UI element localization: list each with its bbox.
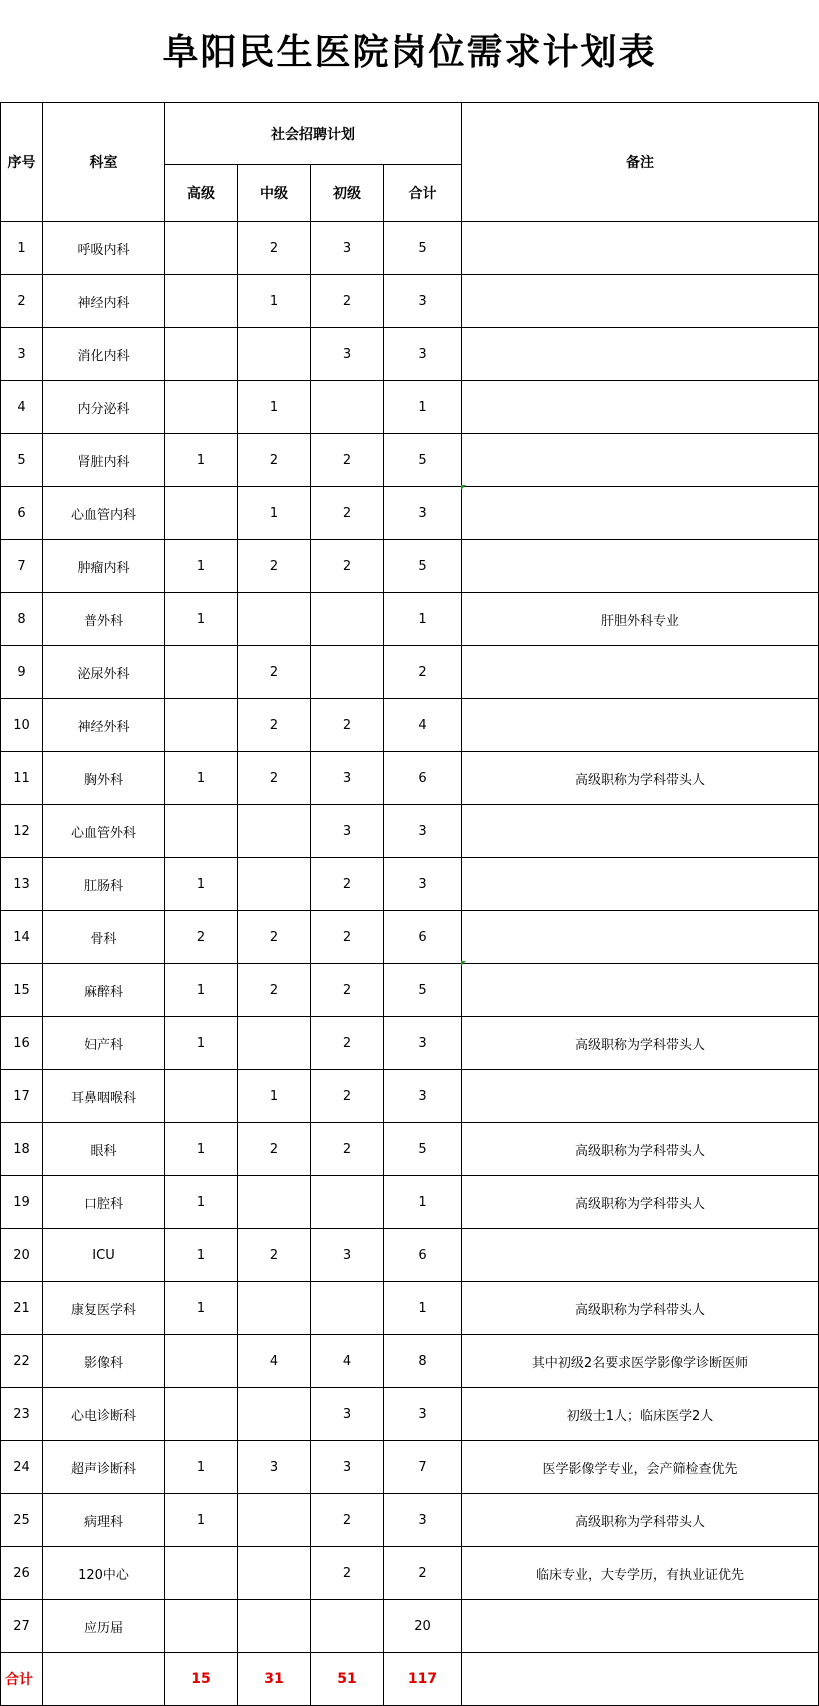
- header-recruit-plan: 社会招聘计划: [165, 103, 462, 165]
- cell-seq: 15: [1, 964, 43, 1017]
- cell-sum: 3: [384, 328, 462, 381]
- cell-seq: 17: [1, 1070, 43, 1123]
- cell-senior: 1: [165, 434, 238, 487]
- cell-middle: 2: [238, 1123, 311, 1176]
- cell-remark: [462, 275, 819, 328]
- cell-dept: 康复医学科: [43, 1282, 165, 1335]
- cell-dept: 肛肠科: [43, 858, 165, 911]
- cell-dept: 骨科: [43, 911, 165, 964]
- cell-dept: 麻醉科: [43, 964, 165, 1017]
- cell-remark: 医学影像学专业，会产筛检查优先: [462, 1441, 819, 1494]
- table-row: [1, 487, 819, 540]
- total-sum: 117: [384, 1653, 462, 1706]
- cell-dept: 眼科: [43, 1123, 165, 1176]
- table-row: [1, 911, 819, 964]
- cell-seq: 9: [1, 646, 43, 699]
- cell-seq: 10: [1, 699, 43, 752]
- cell-dept: 肿瘤内科: [43, 540, 165, 593]
- page-title: 阜阳民生医院岗位需求计划表: [162, 31, 657, 73]
- cell-senior: [165, 805, 238, 858]
- comment-indicator: [461, 961, 466, 966]
- cell-senior: 1: [165, 858, 238, 911]
- cell-middle: [238, 1388, 311, 1441]
- cell-sum: 7: [384, 1441, 462, 1494]
- cell-middle: 2: [238, 646, 311, 699]
- cell-remark: [462, 1229, 819, 1282]
- cell-seq: 5: [1, 434, 43, 487]
- table-row: [1, 1547, 819, 1600]
- cell-sum: 6: [384, 752, 462, 805]
- cell-middle: 1: [238, 1070, 311, 1123]
- cell-junior: 3: [311, 805, 384, 858]
- cell-senior: [165, 699, 238, 752]
- cell-remark: [462, 699, 819, 752]
- cell-senior: 2: [165, 911, 238, 964]
- table-row: [1, 858, 819, 911]
- cell-remark: 临床专业，大专学历，有执业证优先: [462, 1547, 819, 1600]
- table-row: [1, 1388, 819, 1441]
- cell-junior: [311, 1282, 384, 1335]
- table-row: [1, 1017, 819, 1070]
- cell-middle: [238, 1600, 311, 1653]
- cell-middle: 2: [238, 434, 311, 487]
- cell-seq: 1: [1, 222, 43, 275]
- cell-senior: [165, 222, 238, 275]
- cell-middle: 2: [238, 699, 311, 752]
- cell-senior: [165, 1070, 238, 1123]
- total-label: 合计: [1, 1653, 43, 1706]
- cell-junior: 2: [311, 1017, 384, 1070]
- cell-sum: 3: [384, 1017, 462, 1070]
- cell-senior: [165, 275, 238, 328]
- cell-junior: 2: [311, 434, 384, 487]
- cell-remark: [462, 964, 819, 1017]
- cell-remark: 高级职称为学科带头人: [462, 1017, 819, 1070]
- cell-dept: 病理科: [43, 1494, 165, 1547]
- cell-dept: 普外科: [43, 593, 165, 646]
- cell-junior: 2: [311, 858, 384, 911]
- cell-junior: 4: [311, 1335, 384, 1388]
- cell-dept: 心电诊断科: [43, 1388, 165, 1441]
- table-row: [1, 1494, 819, 1547]
- cell-junior: [311, 646, 384, 699]
- cell-dept: 妇产科: [43, 1017, 165, 1070]
- cell-dept: ICU: [43, 1229, 165, 1282]
- cell-sum: 5: [384, 222, 462, 275]
- cell-seq: 12: [1, 805, 43, 858]
- cell-middle: 2: [238, 964, 311, 1017]
- cell-remark: [462, 434, 819, 487]
- cell-seq: 22: [1, 1335, 43, 1388]
- cell-dept: 神经内科: [43, 275, 165, 328]
- cell-remark: 其中初级2名要求医学影像学诊断医师: [462, 1335, 819, 1388]
- cell-remark: [462, 328, 819, 381]
- cell-remark: [462, 222, 819, 275]
- cell-sum: 20: [384, 1600, 462, 1653]
- header-sum: 合计: [384, 165, 462, 222]
- table-row: [1, 1229, 819, 1282]
- cell-junior: 2: [311, 275, 384, 328]
- total-junior: 51: [311, 1653, 384, 1706]
- table-row: [1, 1600, 819, 1653]
- cell-sum: 3: [384, 1494, 462, 1547]
- cell-middle: [238, 1017, 311, 1070]
- cell-sum: 3: [384, 805, 462, 858]
- table-row: [1, 752, 819, 805]
- cell-middle: [238, 858, 311, 911]
- table-row: [1, 1070, 819, 1123]
- total-senior: 15: [165, 1653, 238, 1706]
- cell-seq: 6: [1, 487, 43, 540]
- cell-senior: [165, 487, 238, 540]
- total-remark-cell: [462, 1653, 819, 1706]
- cell-remark: [462, 646, 819, 699]
- cell-senior: [165, 1600, 238, 1653]
- table-row: [1, 699, 819, 752]
- cell-senior: [165, 1388, 238, 1441]
- cell-middle: [238, 805, 311, 858]
- cell-sum: 3: [384, 275, 462, 328]
- table-row: [1, 1123, 819, 1176]
- cell-sum: 5: [384, 540, 462, 593]
- cell-junior: 2: [311, 699, 384, 752]
- cell-seq: 21: [1, 1282, 43, 1335]
- cell-sum: 3: [384, 1388, 462, 1441]
- cell-middle: [238, 1176, 311, 1229]
- cell-middle: [238, 1494, 311, 1547]
- cell-dept: 耳鼻咽喉科: [43, 1070, 165, 1123]
- cell-junior: 3: [311, 752, 384, 805]
- table-body: [1, 222, 819, 1653]
- cell-senior: 1: [165, 1441, 238, 1494]
- cell-senior: 1: [165, 1017, 238, 1070]
- cell-junior: 2: [311, 487, 384, 540]
- table-row: [1, 1441, 819, 1494]
- cell-remark: [462, 1600, 819, 1653]
- cell-seq: 2: [1, 275, 43, 328]
- cell-junior: 3: [311, 328, 384, 381]
- cell-remark: [462, 487, 819, 540]
- header-junior: 初级: [311, 165, 384, 222]
- cell-sum: 3: [384, 858, 462, 911]
- cell-middle: 2: [238, 752, 311, 805]
- cell-dept: 心血管外科: [43, 805, 165, 858]
- cell-seq: 19: [1, 1176, 43, 1229]
- cell-middle: 1: [238, 487, 311, 540]
- table-row: [1, 646, 819, 699]
- cell-sum: 3: [384, 1070, 462, 1123]
- cell-remark: 高级职称为学科带头人: [462, 1282, 819, 1335]
- cell-seq: 26: [1, 1547, 43, 1600]
- cell-middle: [238, 593, 311, 646]
- cell-sum: 1: [384, 1282, 462, 1335]
- cell-seq: 14: [1, 911, 43, 964]
- cell-dept: 胸外科: [43, 752, 165, 805]
- table-row: [1, 381, 819, 434]
- cell-middle: 4: [238, 1335, 311, 1388]
- cell-junior: 2: [311, 1494, 384, 1547]
- cell-sum: 1: [384, 381, 462, 434]
- cell-remark: 高级职称为学科带头人: [462, 1176, 819, 1229]
- cell-dept: 120中心: [43, 1547, 165, 1600]
- table-row: [1, 1282, 819, 1335]
- cell-remark: [462, 911, 819, 964]
- cell-middle: 2: [238, 911, 311, 964]
- cell-sum: 2: [384, 646, 462, 699]
- cell-middle: [238, 1282, 311, 1335]
- cell-junior: 3: [311, 1441, 384, 1494]
- cell-dept: 呼吸内科: [43, 222, 165, 275]
- total-row: [1, 1653, 819, 1706]
- cell-seq: 11: [1, 752, 43, 805]
- cell-seq: 25: [1, 1494, 43, 1547]
- cell-middle: 1: [238, 381, 311, 434]
- header-remark: 备注: [462, 103, 819, 222]
- cell-senior: [165, 1335, 238, 1388]
- table-row: [1, 805, 819, 858]
- total-dept-cell: [43, 1653, 165, 1706]
- cell-seq: 3: [1, 328, 43, 381]
- cell-dept: 口腔科: [43, 1176, 165, 1229]
- header-row-1: [1, 103, 819, 165]
- table-row: [1, 593, 819, 646]
- cell-junior: 2: [311, 1070, 384, 1123]
- cell-sum: 6: [384, 1229, 462, 1282]
- cell-middle: 3: [238, 1441, 311, 1494]
- cell-senior: 1: [165, 752, 238, 805]
- cell-junior: [311, 1600, 384, 1653]
- header-middle: 中级: [238, 165, 311, 222]
- cell-middle: 2: [238, 1229, 311, 1282]
- cell-seq: 24: [1, 1441, 43, 1494]
- cell-seq: 20: [1, 1229, 43, 1282]
- cell-remark: 肝胆外科专业: [462, 593, 819, 646]
- cell-seq: 8: [1, 593, 43, 646]
- table-row: [1, 434, 819, 487]
- cell-sum: 5: [384, 1123, 462, 1176]
- table-row: [1, 964, 819, 1017]
- cell-seq: 13: [1, 858, 43, 911]
- header-dept: 科室: [43, 103, 165, 222]
- cell-junior: 3: [311, 1229, 384, 1282]
- cell-sum: 2: [384, 1547, 462, 1600]
- cell-sum: 3: [384, 487, 462, 540]
- cell-senior: 1: [165, 1282, 238, 1335]
- cell-senior: [165, 1547, 238, 1600]
- cell-dept: 肾脏内科: [43, 434, 165, 487]
- table-row: [1, 540, 819, 593]
- cell-junior: 2: [311, 1547, 384, 1600]
- cell-dept: 超声诊断科: [43, 1441, 165, 1494]
- cell-dept: 泌尿外科: [43, 646, 165, 699]
- cell-junior: [311, 593, 384, 646]
- cell-middle: [238, 328, 311, 381]
- cell-sum: 5: [384, 434, 462, 487]
- cell-sum: 8: [384, 1335, 462, 1388]
- cell-senior: 1: [165, 1176, 238, 1229]
- table-row: [1, 275, 819, 328]
- cell-seq: 4: [1, 381, 43, 434]
- table-row: [1, 1335, 819, 1388]
- recruitment-plan-table: [0, 102, 819, 1706]
- cell-remark: 高级职称为学科带头人: [462, 752, 819, 805]
- cell-seq: 16: [1, 1017, 43, 1070]
- cell-dept: 影像科: [43, 1335, 165, 1388]
- cell-seq: 7: [1, 540, 43, 593]
- cell-dept: 消化内科: [43, 328, 165, 381]
- cell-remark: [462, 858, 819, 911]
- cell-junior: 2: [311, 911, 384, 964]
- table-row: [1, 1176, 819, 1229]
- cell-remark: 高级职称为学科带头人: [462, 1494, 819, 1547]
- cell-senior: 1: [165, 1123, 238, 1176]
- cell-remark: 高级职称为学科带头人: [462, 1123, 819, 1176]
- cell-junior: [311, 381, 384, 434]
- comment-indicator: [461, 485, 466, 490]
- cell-sum: 1: [384, 1176, 462, 1229]
- cell-sum: 6: [384, 911, 462, 964]
- header-senior: 高级: [165, 165, 238, 222]
- cell-dept: 内分泌科: [43, 381, 165, 434]
- cell-dept: 心血管内科: [43, 487, 165, 540]
- cell-sum: 4: [384, 699, 462, 752]
- cell-remark: [462, 805, 819, 858]
- total-middle: 31: [238, 1653, 311, 1706]
- cell-senior: [165, 328, 238, 381]
- cell-remark: [462, 540, 819, 593]
- header-seq: 序号: [1, 103, 43, 222]
- cell-middle: [238, 1547, 311, 1600]
- cell-middle: 2: [238, 540, 311, 593]
- cell-junior: 3: [311, 1388, 384, 1441]
- cell-senior: [165, 381, 238, 434]
- cell-senior: 1: [165, 1229, 238, 1282]
- cell-junior: 2: [311, 964, 384, 1017]
- cell-seq: 18: [1, 1123, 43, 1176]
- cell-remark: [462, 381, 819, 434]
- cell-junior: 3: [311, 222, 384, 275]
- cell-senior: 1: [165, 593, 238, 646]
- cell-junior: [311, 1176, 384, 1229]
- cell-middle: 1: [238, 275, 311, 328]
- cell-seq: 27: [1, 1600, 43, 1653]
- cell-junior: 2: [311, 540, 384, 593]
- cell-senior: 1: [165, 964, 238, 1017]
- cell-remark: 初级士1人；临床医学2人: [462, 1388, 819, 1441]
- table-row: [1, 328, 819, 381]
- cell-middle: 2: [238, 222, 311, 275]
- cell-sum: 5: [384, 964, 462, 1017]
- cell-dept: 应历届: [43, 1600, 165, 1653]
- table-row: [1, 222, 819, 275]
- cell-senior: [165, 646, 238, 699]
- cell-senior: 1: [165, 1494, 238, 1547]
- cell-senior: 1: [165, 540, 238, 593]
- cell-seq: 23: [1, 1388, 43, 1441]
- cell-remark: [462, 1070, 819, 1123]
- cell-sum: 1: [384, 593, 462, 646]
- cell-junior: 2: [311, 1123, 384, 1176]
- cell-dept: 神经外科: [43, 699, 165, 752]
